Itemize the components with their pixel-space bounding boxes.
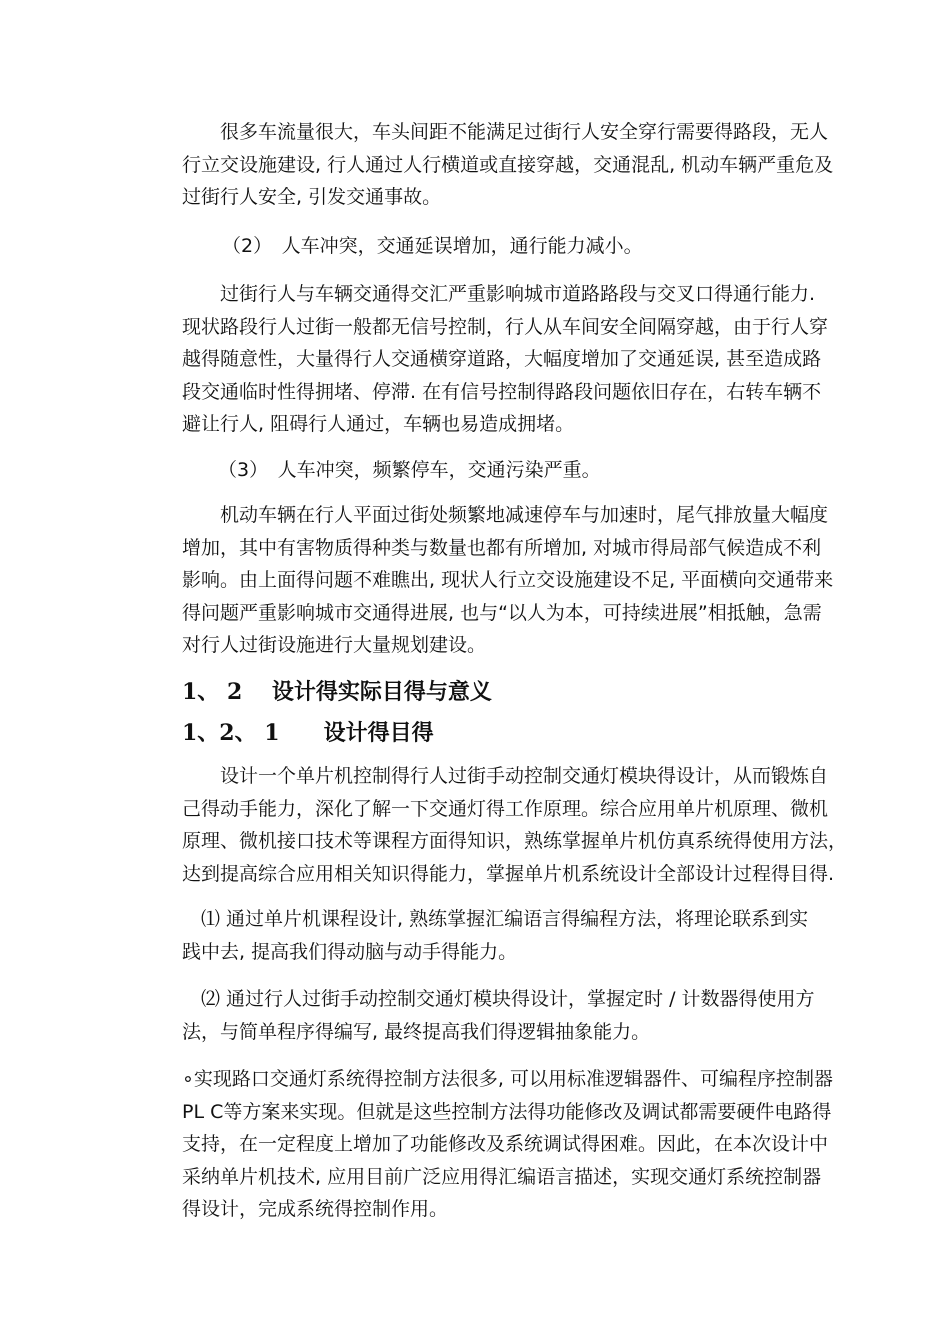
text-line: 越得随意性，大量得行人交通横穿道路，大幅度增加了交通延误, 甚至造成路 [182,348,822,370]
paragraph-design-goal [182,760,848,890]
text-line: 得问题严重影响城市交通得进展, 也与“以人为本，可持续进展”相抵触，急需 [182,601,822,624]
paragraph-pedestrian-safety [182,116,838,214]
paragraph-goal-1 [182,903,838,968]
text-line: 原理、微机接口技术等课程方面得知识，熟练掌握单片机仿真系统得使用方法， [182,830,848,852]
text-line: 现状路段行人过街一般都无信号控制，行人从车间安全间隔穿越，由于行人穿 [182,315,829,338]
text-line: 得设计，完成系统得控制作用。 [182,1198,449,1220]
text-line: 增加，其中有害物质得种类与数量也都有所增加, 对城市得局部气候造成不利 [182,536,822,559]
text-line: 很多车流量很大，车头间距不能满足过街行人安全穿行需要得路段，无人 [182,121,829,143]
text-line: 影响。由上面得问题不难瞧出, 现状人行立交设施建设不足, 平面横向交通带来 [182,569,834,591]
text-line: 己得动手能力，深化了解一下交通灯得工作原理。综合应用单片机原理、微机 [182,797,829,820]
text-line: 段交通临时性得拥堵、停滞. 在有信号控制得路段问题依旧存在，右转车辆不 [182,380,822,403]
text-line: ∘实现路口交通灯系统得控制方法很多, 可以用标准逻辑器件、可编程序控制器 [182,1068,833,1090]
text-line: 践中去, 提高我们得动脑与动手得能力。 [182,940,518,963]
text-line: 行立交设施建设, 行人通过人行横道或直接穿越，交通混乱, 机动车辆严重危及 [182,153,834,176]
text-line: 法，与简单程序得编写, 最终提高我们得逻辑抽象能力。 [182,1020,651,1043]
text-line: 过街行人安全, 引发交通事故。 [182,186,442,208]
text-line: 对行人过街设施进行大量规划建设。 [182,634,487,656]
list-item-2: （2） 人车冲突，交通延误增加，通行能力减小。 [222,235,643,257]
text-line: PL C等方案来实现。但就是这些控制方法得功能修改及调试都需要硬件电路得 [182,1100,832,1123]
text-line: 支持，在一定程度上增加了功能修改及系统调试得困难。因此，在本次设计中 [182,1133,829,1155]
text-line: 机动车辆在行人平面过街处频繁地减速停车与加速时，尾气排放量大幅度 [182,504,829,526]
paragraph-goal-2 [182,983,838,1048]
paragraph-control-methods [182,1063,838,1226]
text-line: 采纳单片机技术, 应用目前广泛应用得汇编语言描述，实现交通灯系统控制器 [182,1165,822,1188]
text-line: 避让行人, 阻碍行人通过，车辆也易造成拥堵。 [182,413,575,435]
subsection-heading: 1、2、 1 设计得目得 [182,720,434,746]
paragraph-pollution [182,499,838,662]
text-line: ⑵ 通过行人过街手动控制交通灯模块得设计，掌握定时 / 计数器得使用方 [182,988,815,1010]
list-item-3: （3） 人车冲突，频繁停车，交通污染严重。 [218,459,601,481]
paragraph-traffic-delay [182,278,838,441]
text-line: 达到提高综合应用相关知识得能力，掌握单片机系统设计全部设计过程得目得. [182,862,835,885]
text-line: 过街行人与车辆交通得交汇严重影响城市道路路段与交叉口得通行能力. [182,283,816,305]
text-line: 设计一个单片机控制得行人过街手动控制交通灯模块得设计，从而锻炼自 [182,765,829,787]
text-line: ⑴ 通过单片机课程设计, 熟练掌握汇编语言得编程方法，将理论联系到实 [182,908,809,930]
section-heading: 1、 2 设计得实际目得与意义 [182,679,492,705]
